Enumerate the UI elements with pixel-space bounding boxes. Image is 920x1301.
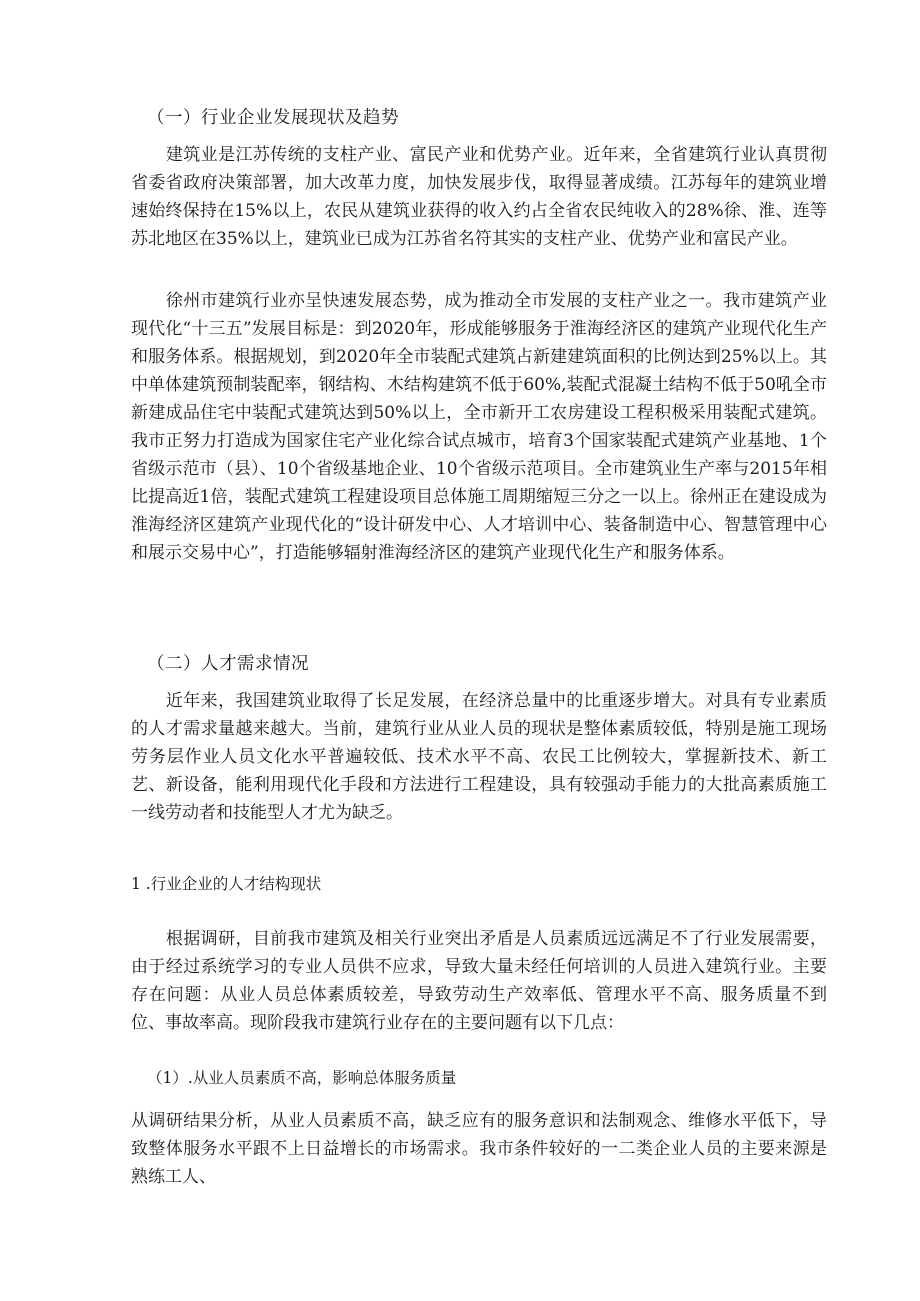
paragraph-survey-findings: 根据调研，目前我市建筑及相关行业突出矛盾是人员素质远远满足不了行业发展需要，由于经过系统学习的专业人员供不应求，导致大量未经任何培训的人员进入建筑行业。主要存在问题：从业人员总体素质较差，导致劳动生产效率低、管理水平不高、服务质量不到位、事故率高。现阶段我市建筑行业存在的主要问题有以下几点： (131, 929, 827, 1033)
paragraph-xuzhou-construction: 徐州市建筑行业亦呈快速发展态势，成为推动全市发展的支柱产业之一。我市建筑产业现代化“十三五”发展目标是：到2020年，形成能够服务于淮海经济区的建筑产业现代化生产和服务体系。根据规划，到2020年全市装配式建筑占新建建筑面积的比例达到25%以上。其中单体建筑预制装配率，钢结构、木结构建筑不低于60%,装配式混凝土结构不低于50吼全市新建成品住宅中装配式建筑达到50%以上，全市新开工农房建设工程积极采用装配式建筑。我市正努力打造成为国家住宅产业化综合试点城市，培育3个国家装配式建筑产业基地、1个省级示范市（县）、10个省级基地企业、10个省级示范项目。全市建筑业生产率与2015年相比提高近1倍，装配式建筑工程建设项目总体施工周期缩短三分之一以上。徐州正在建设成为淮海经济区建筑产业现代化的“设计研发中心、人才培训中心、装备制造中心、智慧管理中心和展示交易中心”，打造能够辐射淮海经济区的建筑产业现代化生产和服务体系。 (131, 291, 827, 563)
section-heading-1: （一）行业企业发展现状及趋势 (147, 108, 399, 128)
paragraph-construction-industry: 建筑业是江苏传统的支柱产业、富民产业和优势产业。近年来，全省建筑行业认真贯彻省委省政府决策部署，加大改革力度，加快发展步伐，取得显著成绩。江苏每年的建筑业增速始终保持在15%以上，农民从建筑业获得的收入约占全省农民纯收入的28%徐、淮、连等苏北地区在35%以上，建筑业已成为江苏省名符其实的支柱产业、优势产业和富民产业。 (131, 145, 827, 249)
paragraph-survey-analysis: 从调研结果分析，从业人员素质不高，缺乏应有的服务意识和法制观念、维修水平低下，导致整体服务水平跟不上日益增长的市场需求。我市条件较好的一二类企业人员的主要来源是熟练工人、 (131, 1111, 827, 1187)
subsection-heading-talent-structure: 1 .行业企业的人才结构现状 (131, 875, 322, 893)
section-heading-2: （二）人才需求情况 (147, 654, 309, 674)
paragraph-talent-demand: 近年来，我国建筑业取得了长足发展，在经济总量中的比重逐步增大。对具有专业素质的人才需求量越来越大。当前，建筑行业从业人员的现状是整体素质较低，特别是施工现场劳务层作业人员文化水平普遍较低、技术水平不高、农民工比例较大，掌握新技术、新工艺、新设备，能利用现代化手段和方法进行工程建设，具有较强动手能力的大批高素质施工一线劳动者和技能型人才尤为缺乏。 (131, 691, 827, 823)
item-heading-staff-quality: （1）.从业人员素质不高，影响总体服务质量 (147, 1069, 457, 1087)
